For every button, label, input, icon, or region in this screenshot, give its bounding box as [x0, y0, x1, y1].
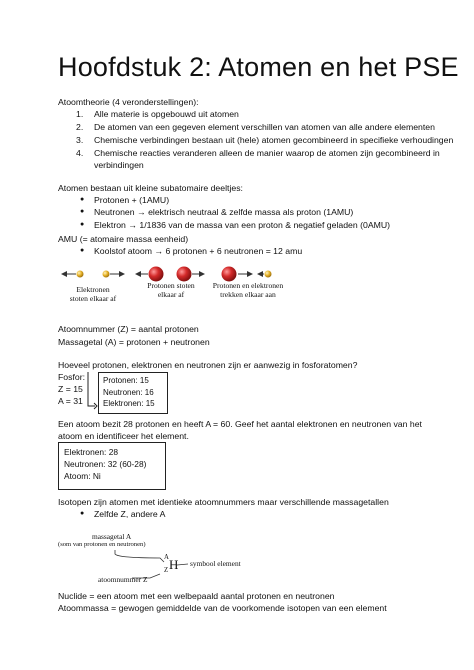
caption-protons: Protonen stoten elkaar af — [147, 281, 195, 299]
answer-atom: Atoom: Ni — [64, 471, 101, 481]
protons-repel-graphic — [136, 267, 204, 282]
answer-electrons: Elektronen: 28 — [64, 447, 119, 457]
given-z: Z = 15 — [58, 384, 83, 394]
particle-item: Protonen + (1AMU) — [94, 195, 170, 205]
attract-graphic — [222, 267, 272, 282]
atomic-number-label: atoomnummer Z — [98, 575, 148, 584]
bullet: ● — [80, 208, 85, 215]
answer-neutrons: Neutronen: 16 — [103, 387, 154, 397]
electrons-repel-graphic — [62, 271, 124, 278]
particles-heading: Atomen bestaan uit kleine subatomaire deeltjes: — [58, 183, 243, 193]
element-symbol: H — [169, 557, 179, 572]
bullet: ● — [80, 196, 85, 203]
bullet: ● — [80, 510, 85, 517]
answer-neutrons: Neutronen: 32 (60-28) — [64, 459, 147, 469]
theory-item: De atomen van een gegeven element verschillen van atomen van alle andere elementen — [94, 122, 435, 132]
particle-item: Neutronen → elektrisch neutraal & zelfde massa als proton (1AMU) — [94, 207, 354, 217]
given-element: Fosfor: — [58, 372, 86, 382]
question-2-line2: atoom en identificeer het element. — [58, 431, 189, 441]
atomic-mass-def: Atoommassa = gewogen gemiddelde van de voorkomende isotopen van een element — [58, 603, 387, 613]
caption-electrons: Elektronen stoten elkaar af — [69, 285, 117, 303]
proton-icon — [177, 267, 192, 282]
bullet: ● — [80, 221, 85, 228]
mass-number-def: Massagetal (A) = protonen + neutronen — [58, 337, 210, 347]
atomic-subscript: Z — [164, 567, 169, 574]
nuclide-def: Nuclide = een atoom met een welbepaald aantal protonen en neutronen — [58, 591, 335, 601]
atomic-number-def: Atoomnummer (Z) = aantal protonen — [58, 324, 199, 334]
answer-box-1 — [98, 372, 168, 414]
page-title: Hoofdstuk 2: Atomen en het PSE — [58, 52, 459, 82]
theory-num: 2. — [76, 122, 84, 132]
symbol-label: symbool element — [190, 559, 241, 568]
theory-item-continued: verbindingen — [94, 160, 144, 170]
caption-attract: Protonen en elektronen trekken elkaar aan — [212, 281, 284, 299]
electron-icon — [265, 271, 272, 278]
proton-icon — [222, 267, 237, 282]
theory-item: Chemische reacties veranderen alleen de manier waarop de atomen zijn gecombineerd in — [94, 148, 440, 158]
proton-icon — [149, 267, 164, 282]
electron-icon — [103, 271, 110, 278]
theory-item: Chemische verbindingen bestaan uit (hele) atomen gecombineerd in specifieke verhoudingen — [94, 135, 454, 145]
answer-electrons: Elektronen: 15 — [103, 399, 155, 408]
question-2-line1: Een atoom bezit 28 protonen en heeft A = 60. Geef het aantal elektronen en neutronen van het — [58, 419, 422, 429]
mass-number-label: massagetal A — [92, 532, 132, 541]
isotopes-def: Isotopen zijn atomen met identieke atoomnummers maar verschillende massagetallen — [58, 497, 389, 507]
theory-num: 3. — [76, 135, 84, 145]
isotopes-item: Zelfde Z, andere A — [94, 509, 166, 519]
theory-num: 4. — [76, 148, 84, 158]
mass-superscript: A — [164, 554, 169, 561]
mass-number-sub: (som van protonen en neutronen) — [58, 541, 146, 548]
theory-num: 1. — [76, 109, 84, 119]
given-a: A = 31 — [58, 396, 83, 406]
bracket-arrow — [86, 370, 98, 410]
bullet: ● — [80, 247, 85, 254]
amu-item: Koolstof atoom → 6 protonen + 6 neutronen = 12 amu — [94, 246, 303, 256]
answer-box-2 — [58, 442, 166, 490]
answer-protons: Protonen: 15 — [103, 376, 149, 385]
theory-heading: Atoomtheorie (4 veronderstellingen): — [58, 97, 199, 107]
particle-item: Elektron → 1/1836 van de massa van een proton & negatief geladen (0AMU) — [94, 220, 391, 230]
question-1: Hoeveel protonen, elektronen en neutronen zijn er aanwezig in fosforatomen? — [58, 360, 358, 370]
electron-icon — [77, 271, 84, 278]
theory-item: Alle materie is opgebouwd uit atomen — [94, 109, 239, 119]
amu-heading: AMU (= atomaire massa eenheid) — [58, 234, 189, 244]
